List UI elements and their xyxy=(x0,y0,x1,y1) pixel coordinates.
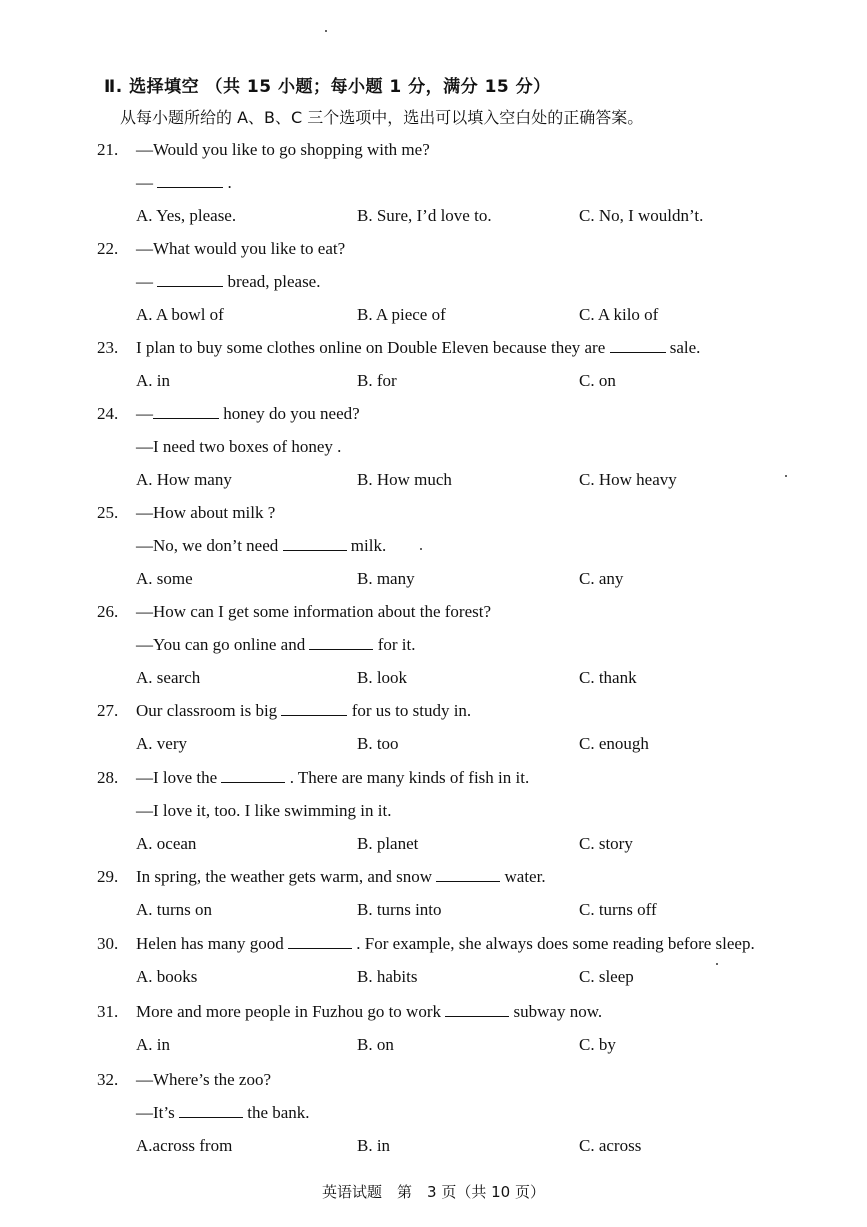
stem-text: . For example, she always does some reading before sleep. xyxy=(352,934,755,953)
option-c: C. turns off xyxy=(579,900,657,919)
question-stem-line xyxy=(136,138,430,162)
option-b: B. on xyxy=(357,1035,394,1054)
stem-text: Our classroom is big xyxy=(136,701,282,720)
question-stem-line xyxy=(136,865,546,889)
question-number: 21. xyxy=(97,140,119,159)
scan-speck xyxy=(716,963,718,965)
option-c: C. No, I wouldn’t. xyxy=(579,206,704,225)
section-title: Ⅱ. 选择填空 （共 15 小题；每小题 1 分，满分 15 分） xyxy=(104,77,551,97)
option-c: C. story xyxy=(579,834,633,853)
answer-blank xyxy=(153,402,219,419)
option-c: C. sleep xyxy=(579,967,634,986)
stem-text: —No, we don’t need xyxy=(136,536,283,555)
stem-text: water. xyxy=(500,867,546,886)
option-c: C. by xyxy=(579,1035,616,1054)
option-b: B. for xyxy=(357,371,397,390)
option-c: C. enough xyxy=(579,734,649,753)
option-a: A. search xyxy=(136,668,201,687)
answer-blank xyxy=(179,1101,243,1118)
stem-text: honey do you need? xyxy=(219,404,360,423)
scan-speck xyxy=(420,548,422,550)
option-c: C. any xyxy=(579,569,624,588)
option-b: B. habits xyxy=(357,967,418,986)
question-stem-line xyxy=(136,1101,310,1125)
question-number: 31. xyxy=(97,1002,119,1021)
stem-text: —You can go online and xyxy=(136,635,310,654)
question-number: 22. xyxy=(97,239,119,258)
option-c: C. thank xyxy=(579,668,637,687)
question-stem-line xyxy=(136,270,320,294)
answer-blank xyxy=(157,171,223,188)
stem-text: milk. xyxy=(346,536,387,555)
option-b: B. turns into xyxy=(357,900,442,919)
stem-text: Helen has many good xyxy=(136,934,289,953)
question-stem-line xyxy=(136,435,341,459)
stem-text: . There are many kinds of fish in it. xyxy=(285,768,530,787)
option-b: B. How much xyxy=(357,470,452,489)
question-stem-line xyxy=(136,699,471,723)
option-a: A. A bowl of xyxy=(136,305,224,324)
stem-text: subway now. xyxy=(509,1002,603,1021)
question-stem-line xyxy=(136,600,491,624)
answer-blank xyxy=(610,336,666,353)
question-number: 23. xyxy=(97,338,119,357)
stem-text: —What would you like to eat? xyxy=(136,239,346,258)
page-footer: 英语试题 第 3 页（共 10 页） xyxy=(322,1183,545,1201)
stem-text: . xyxy=(223,173,232,192)
option-b: B. too xyxy=(357,734,399,753)
answer-blank xyxy=(445,1000,509,1017)
stem-text: —How can I get some information about the forest? xyxy=(136,602,492,621)
stem-text: More and more people in Fuzhou go to work xyxy=(136,1002,446,1021)
question-number: 27. xyxy=(97,701,119,720)
answer-blank xyxy=(288,932,352,949)
stem-text: —Would you like to go shopping with me? xyxy=(136,140,430,159)
answer-blank xyxy=(283,534,347,551)
section-instruction: 从每小题所给的 A、B、C 三个选项中，选出可以填入空白处的正确答案。 xyxy=(120,108,644,127)
question-stem-line xyxy=(136,1000,602,1024)
option-c: C. on xyxy=(579,371,616,390)
option-b: B. many xyxy=(357,569,415,588)
answer-blank xyxy=(309,633,373,650)
question-number: 26. xyxy=(97,602,119,621)
option-c: C. A kilo of xyxy=(579,305,659,324)
option-a: A. in xyxy=(136,1035,170,1054)
option-c: C. across xyxy=(579,1136,642,1155)
question-number: 30. xyxy=(97,934,119,953)
question-stem-line xyxy=(136,402,360,426)
stem-text: — xyxy=(136,173,158,192)
question-stem-line xyxy=(136,501,275,525)
option-b: B. look xyxy=(357,668,408,687)
question-stem-line xyxy=(136,799,391,823)
answer-blank xyxy=(281,699,347,716)
option-a: A. How many xyxy=(136,470,232,489)
question-stem-line xyxy=(136,171,232,195)
scan-speck xyxy=(325,30,327,32)
option-c: C. How heavy xyxy=(579,470,677,489)
option-b: B. in xyxy=(357,1136,391,1155)
answer-blank xyxy=(436,865,500,882)
question-number: 29. xyxy=(97,867,119,886)
stem-text: the bank. xyxy=(242,1103,310,1122)
answer-blank xyxy=(221,766,285,783)
question-stem-line xyxy=(136,1068,271,1092)
stem-text: In spring, the weather gets warm, and snow xyxy=(136,867,437,886)
option-b: B. planet xyxy=(357,834,419,853)
stem-text: —I need two boxes of honey . xyxy=(136,437,342,456)
question-stem-line xyxy=(136,766,529,790)
stem-text: for it. xyxy=(373,635,416,654)
stem-text: for us to study in. xyxy=(347,701,472,720)
stem-text: bread, please. xyxy=(223,272,321,291)
stem-text: — xyxy=(136,272,158,291)
question-number: 28. xyxy=(97,768,119,787)
option-a: A. some xyxy=(136,569,193,588)
question-number: 32. xyxy=(97,1070,119,1089)
question-number: 24. xyxy=(97,404,119,423)
stem-text: —I love the xyxy=(136,768,222,787)
stem-text: —How about milk ? xyxy=(136,503,276,522)
stem-text: — xyxy=(136,404,153,423)
option-a: A. ocean xyxy=(136,834,197,853)
option-b: B. Sure, I’d love to. xyxy=(357,206,492,225)
option-a: A.across from xyxy=(136,1136,233,1155)
stem-text: I plan to buy some clothes online on Double Eleven because they are xyxy=(136,338,610,357)
option-a: A. books xyxy=(136,967,198,986)
stem-text: —Where’s the zoo? xyxy=(136,1070,271,1089)
question-number: 25. xyxy=(97,503,119,522)
stem-text: sale. xyxy=(665,338,701,357)
option-a: A. turns on xyxy=(136,900,213,919)
stem-text: —I love it, too. I like swimming in it. xyxy=(136,801,392,820)
option-a: A. very xyxy=(136,734,187,753)
question-stem-line xyxy=(136,633,415,657)
question-stem-line xyxy=(136,336,700,360)
question-stem-line xyxy=(136,932,755,956)
option-b: B. A piece of xyxy=(357,305,446,324)
option-a: A. in xyxy=(136,371,170,390)
question-stem-line xyxy=(136,237,345,261)
question-stem-line xyxy=(136,534,386,558)
option-a: A. Yes, please. xyxy=(136,206,237,225)
stem-text: —It’s xyxy=(136,1103,179,1122)
scan-speck xyxy=(785,475,787,477)
answer-blank xyxy=(157,270,223,287)
